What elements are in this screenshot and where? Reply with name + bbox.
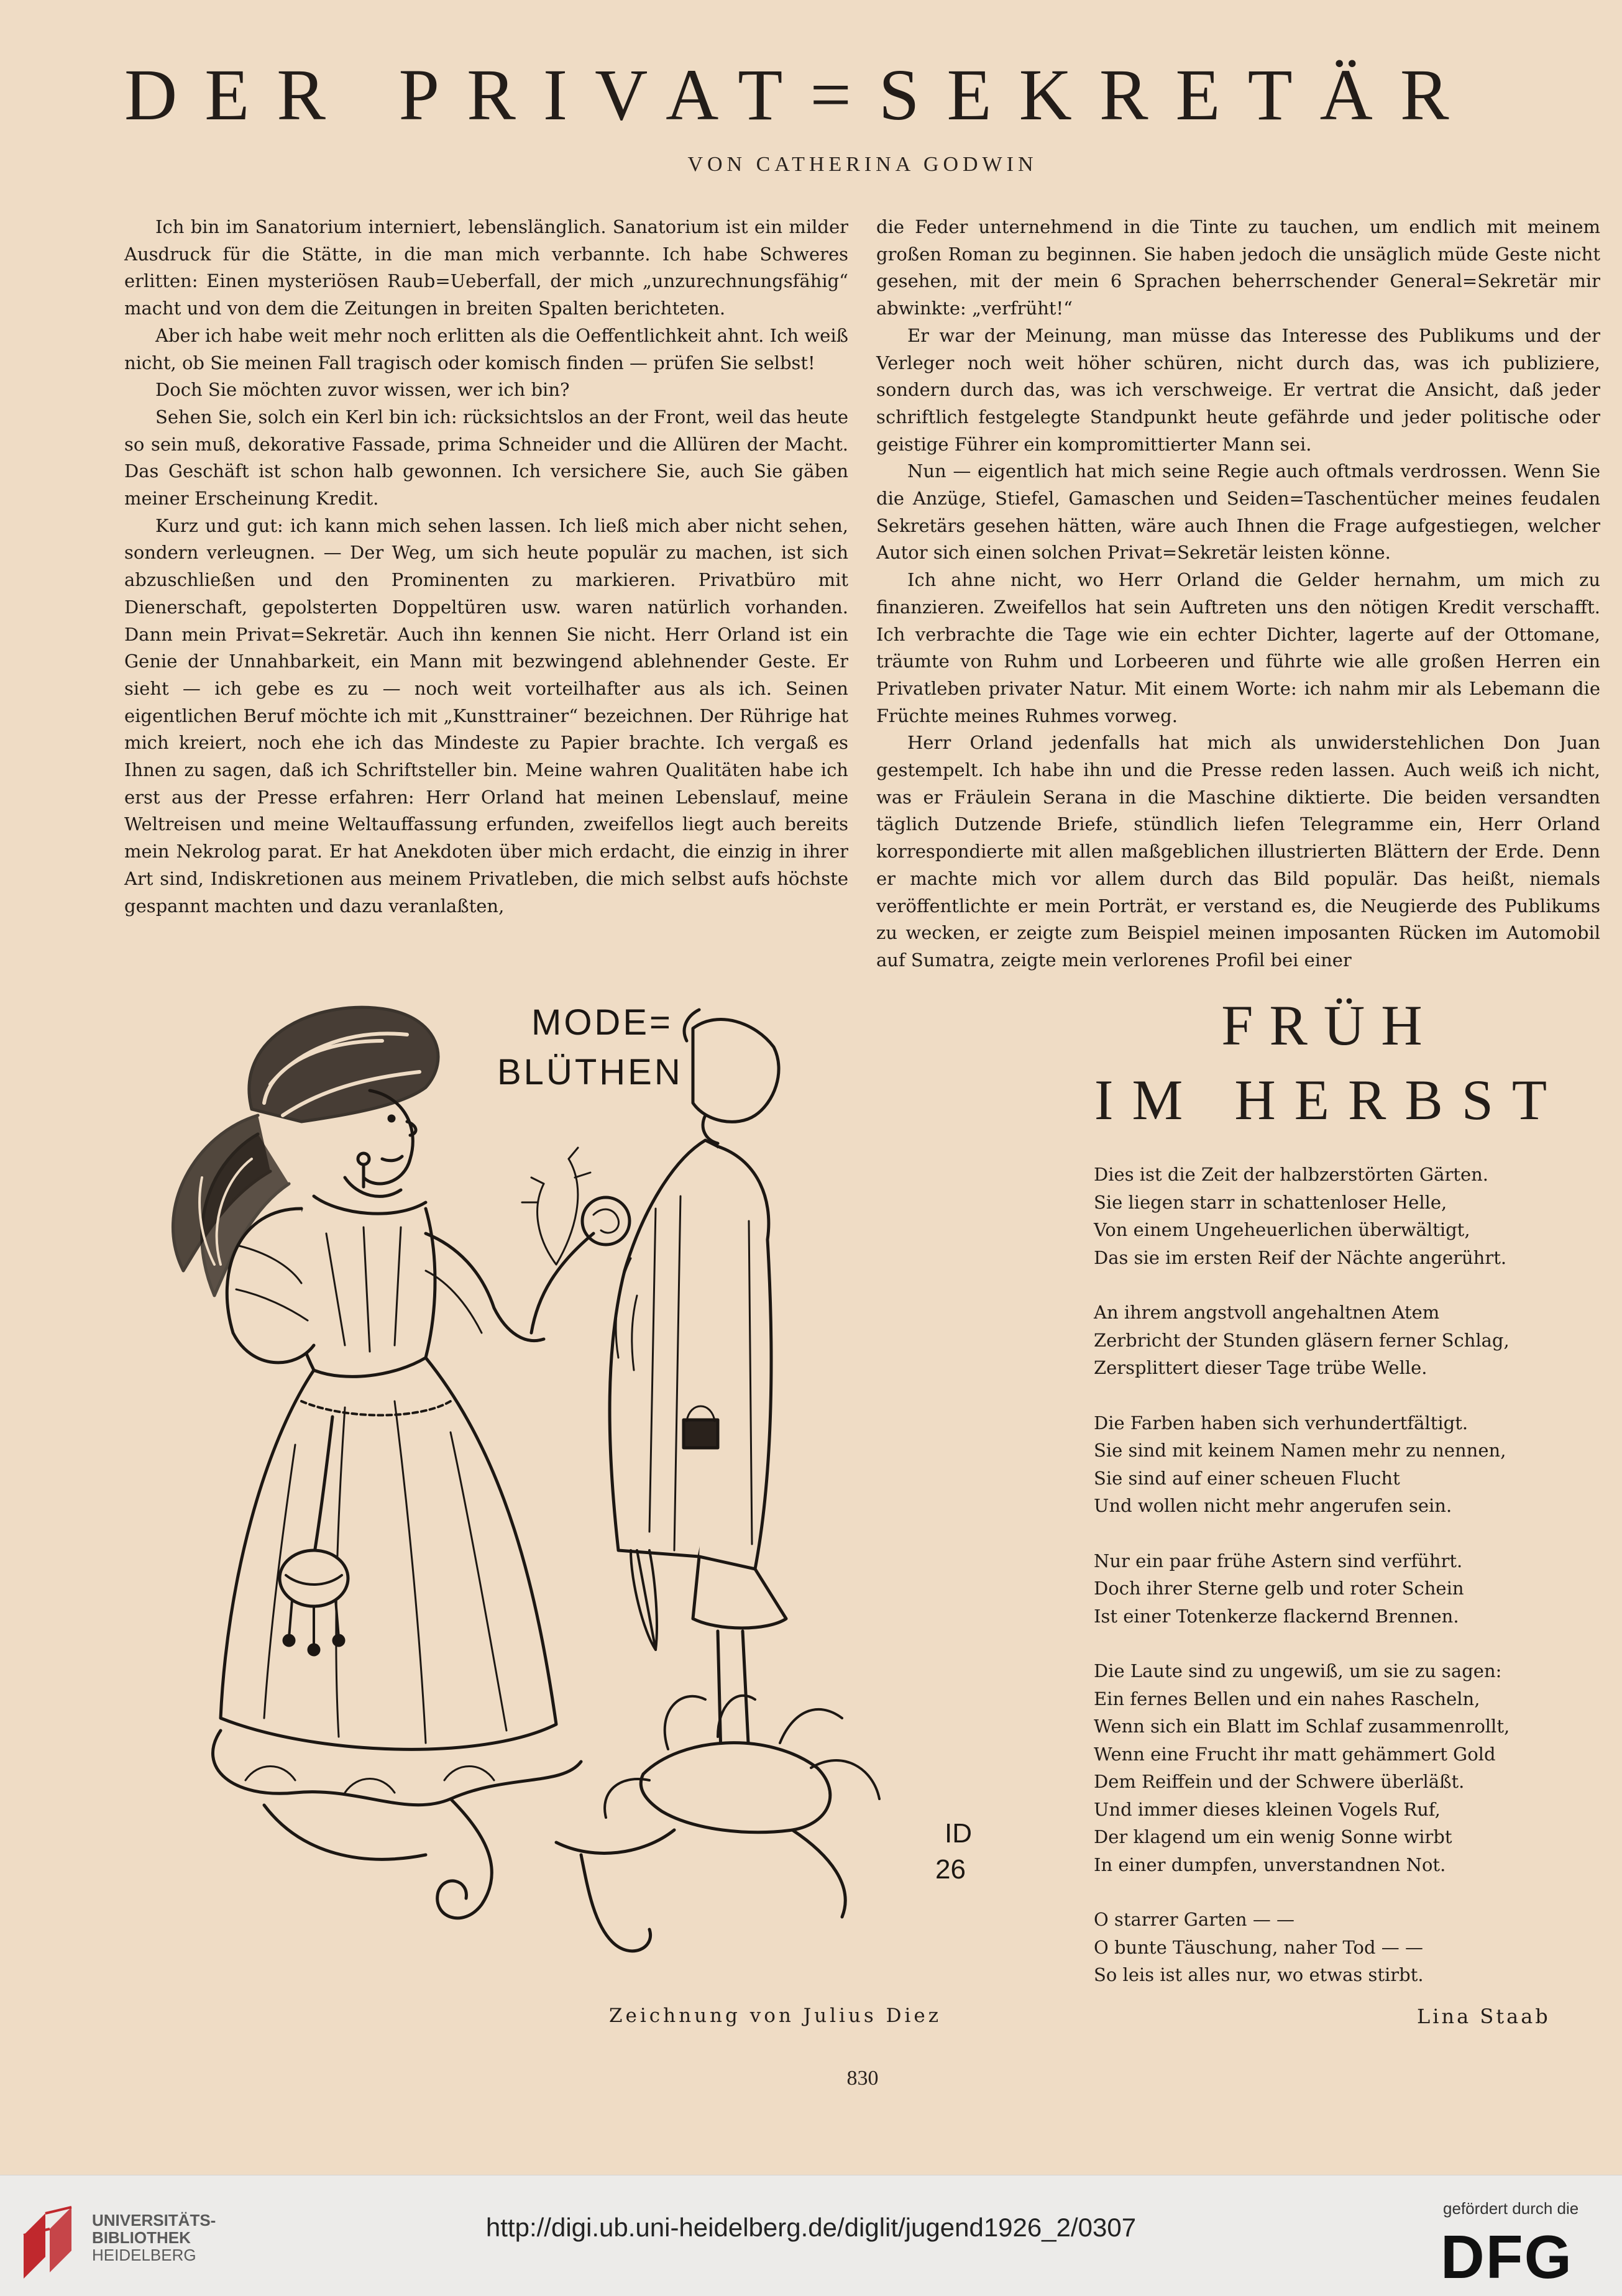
poem-line: Dies ist die Zeit der halbzerstörten Gärten. — [1094, 1164, 1489, 1185]
poem-author: Lina Staab — [1417, 2005, 1551, 2028]
drawing-label-line1: MODE= — [531, 1002, 673, 1043]
story-paragraph: Nun — eigentlich hat mich seine Regie auch oftmals verdrossen. Wenn Sie die Anzüge, Stiefel, Gamaschen und Seiden=Taschentücher meines feudalen Sekretärs gesehen hätten, wäre auch Ihnen die Frage aufgestiegen, welcher Autor sich einen solchen Privat=Sekretär leisten könne. — [876, 460, 1600, 564]
poem-line: O starrer Garten — — — [1094, 1909, 1295, 1930]
viewer-footer — [0, 2175, 1622, 2296]
poem-line: Sie liegen starr in schattenloser Helle, — [1094, 1191, 1447, 1213]
drawing-label-line2: BLÜTHEN — [497, 1052, 683, 1092]
story-paragraph: Ich bin im Sanatorium interniert, lebenslänglich. Sanatorium ist ein milder Ausdruck für die Stätte, in die man mich verbannte. Ich habe Schweres erlitten: Einen mysteriösen Raub=Ueberfall, der mich „unzurechnungsfähig“ macht und von dem die Zeitungen in breiten Spalten berichteten. — [124, 216, 848, 319]
story-paragraph: Doch Sie möchten zuvor wissen, wer ich bin? — [155, 379, 570, 401]
poem-line: Ist einer Totenkerze flackernd Brennen. — [1094, 1605, 1459, 1627]
document-url-link[interactable]: http://digi.ub.uni-heidelberg.de/diglit/jugend1926_2/0307 — [485, 2213, 1137, 2242]
story-paragraph: die Feder unternehmend in die Tinte zu tauchen, um endlich mit meinem großen Roman zu beginnen. Sie haben jedoch die unsäglich müde Geste nicht gesehen, mit der mein 6 Sprachen beherrschender General=Sekretär mir abwinkte: „verfrüht!“ — [876, 216, 1600, 319]
poem-line: An ihrem angstvoll angehaltnen Atem — [1094, 1302, 1440, 1323]
poem-line: Wenn eine Frucht ihr matt gehämmert Gold — [1094, 1743, 1496, 1765]
story-paragraph: Kurz und gut: ich kann mich sehen lassen. Ich ließ mich aber nicht sehen, sondern verleugnen. — Der Weg, um sich heute populär zu machen, ist sich abzuschließen und den Prominenten zu markieren. Privatbüro mit Dienerschaft, gepolsterten Doppeltüren usw. waren natürlich vorhanden. Dann mein Privat=Sekretär. Auch ihn kennen Sie nicht. Herr Orland ist ein Genie der Unnahbarkeit, ein Mann mit bezwingend ablehnender Geste. Er sieht — ich gebe es zu — noch weit vorteilhafter aus als ich. Seinen eigentlichen Beruf möchte ich mit „Kunsttrainer“ bezeichnen. Der Rührige hat mich kreiert, noch ehe ich das Mindeste zu Papier brachte. Ich vergaß es Ihnen zu sagen, daß ich Schriftsteller bin. Meine wahren Qualitäten habe ich erst aus der Presse erfahren: Herr Orland hat meinen Lebenslauf, meine Weltreisen und meine Weltauffassung erfunden, zweifellos liegt auch bereits mein Nekrolog parat. Er hat Anekdoten über mich erdacht, die einzig in ihrer Art sind, Indiskretionen aus meinem Privatleben, die mich selbst aufs höchste gespannt machten und dazu veranlaßten, — [124, 515, 848, 917]
poem-line: Der klagend um ein wenig Sonne wirbt — [1094, 1826, 1452, 1847]
poem-line: So leis ist alles nur, wo etwas stirbt. — [1094, 1964, 1424, 1985]
poem-line: Sie sind auf einer scheuen Flucht — [1094, 1467, 1400, 1489]
sponsor-label: gefördert durch die — [1443, 2199, 1579, 2218]
poem-stanza — [1094, 1409, 1603, 1520]
poem-line: O bunte Täuschung, naher Tod — — — [1094, 1936, 1424, 1958]
poem-line: Und wollen nicht mehr angerufen sein. — [1094, 1495, 1452, 1516]
poem-line: Die Laute sind zu ungewiß, um sie zu sagen: — [1094, 1660, 1502, 1681]
poem-title-line2: IM HERBST — [1094, 1068, 1566, 1132]
poem-line: Das sie im ersten Reif der Nächte angerührt. — [1094, 1246, 1507, 1268]
poem-stanza — [1094, 1299, 1603, 1382]
poem-stanza — [1094, 1906, 1603, 1989]
page-number: 830 — [846, 2067, 879, 2090]
poem-line: Dem Reiffein und der Schwere überläßt. — [1094, 1771, 1465, 1792]
poem-stanza — [1094, 1161, 1603, 1271]
poem-line: Nur ein paar frühe Astern sind verführt. — [1094, 1550, 1463, 1571]
poem-stanza — [1094, 1547, 1603, 1631]
story-column-right — [876, 214, 1600, 974]
library-name-line3: HEIDELBERG — [92, 2246, 196, 2264]
story-paragraph: Er war der Meinung, man müsse das Interesse des Publikums und der Verleger noch weit höher schüren, nicht durch das, was ich publiziere, sondern durch das, was ich verschweige. Er vertrat die Ansicht, daß jeder schriftlich festgelegte Standpunkt heute gefährde und jeder politische oder geistige Führer ein kompromittierter Mann sei. — [876, 324, 1600, 455]
story-paragraph: Herr Orland jedenfalls hat mich als unwiderstehlichen Don Juan gestempelt. Ich habe ihn und die Presse reden lassen. Auch weiß ich nicht, was er Fräulein Serana in die Maschine diktierte. Die beiden versandten täglich Dutzende Briefe, stündlich liefen Telegramme ein, Herr Orland korrespondierte mit allen maßgeblichen illustrierten Blättern der Erde. Denn er machte mich vor allem durch das Bild populär. Das heißt, niemals veröffentlichte er mein Porträt, er verstand es, die Neugierde des Publikums zu wecken, er zeigte zum Beispiel meinen imposanten Rücken im Automobil auf Sumatra, zeigte mein verlorenes Profil bei einer — [876, 732, 1600, 971]
poem-line: Ein fernes Bellen und ein nahes Rascheln, — [1094, 1688, 1480, 1709]
poem-line: In einer dumpfen, unverstandnen Not. — [1094, 1854, 1446, 1875]
story-title: DER PRIVAT=SEKRETÄR — [124, 54, 1477, 135]
poem-line: Sie sind mit keinem Namen mehr zu nennen, — [1094, 1440, 1506, 1461]
library-name-line2: BIBLIOTHEK — [92, 2228, 191, 2247]
fashion-illustration — [158, 972, 1050, 1967]
poem-line: Und immer dieses kleinen Vogels Ruf, — [1094, 1798, 1441, 1820]
poem-line: Wenn sich ein Blatt im Schlaf zusammenrollt, — [1094, 1716, 1510, 1737]
poem-line: Doch ihrer Sterne gelb und roter Schein — [1094, 1578, 1464, 1599]
drawing-signature-line1: ID — [945, 1818, 972, 1849]
story-paragraph: Sehen Sie, solch ein Kerl bin ich: rücksichtslos an der Front, weil das heute so sein muß, dekorative Fassade, prima Schneider und die Allüren der Macht. Das Geschäft ist schon halb gewonnen. Ich versichere Sie, auch Sie gäben meiner Erscheinung Kredit. — [124, 406, 848, 510]
poem-title-line1: FRÜH — [1221, 994, 1439, 1057]
story-paragraph: Aber ich habe weit mehr noch erlitten als die Oeffentlichkeit ahnt. Ich weiß nicht, ob Sie meinen Fall tragisch oder komisch finden — prüfen Sie selbst! — [124, 324, 848, 373]
story-column-left — [124, 214, 848, 920]
story-paragraph: Ich ahne nicht, wo Herr Orland die Gelder hernahm, um mich zu finanzieren. Zweifellos hat sein Auftreten uns den nötigen Kredit verschafft. Ich verbrachte die Tage wie ein echter Dichter, lagerte auf der Ottomane, träumte von Ruhm und Lorbeeren und führte wie alle großen Herren ein Privatleben privater Natur. Mit einem Worte: ich nahm mir als Lebemann die Früchte meines Ruhmes vorweg. — [876, 569, 1600, 726]
poem-line: Zerbricht der Stunden gläsern ferner Schlag, — [1094, 1329, 1510, 1351]
illustration-svg — [158, 972, 1050, 1967]
story-byline: VON CATHERINA GODWIN — [687, 153, 1038, 176]
poem-title — [1056, 988, 1603, 1137]
poem-line: Von einem Ungeheuerlichen überwältigt, — [1094, 1219, 1470, 1240]
poem-line: Die Farben haben sich verhundertfältigt. — [1094, 1412, 1469, 1434]
poem-body — [1094, 1161, 1603, 2016]
illustration-caption: Zeichnung von Julius Diez — [609, 2005, 942, 2027]
poem-stanza — [1094, 1657, 1603, 1878]
dfg-logo[interactable]: DFG — [1441, 2223, 1573, 2291]
drawing-signature-line2: 26 — [935, 1854, 966, 1885]
library-name-line1: UNIVERSITÄTS- — [92, 2211, 216, 2230]
poem-line: Zersplittert dieser Tage trübe Welle. — [1094, 1357, 1427, 1378]
